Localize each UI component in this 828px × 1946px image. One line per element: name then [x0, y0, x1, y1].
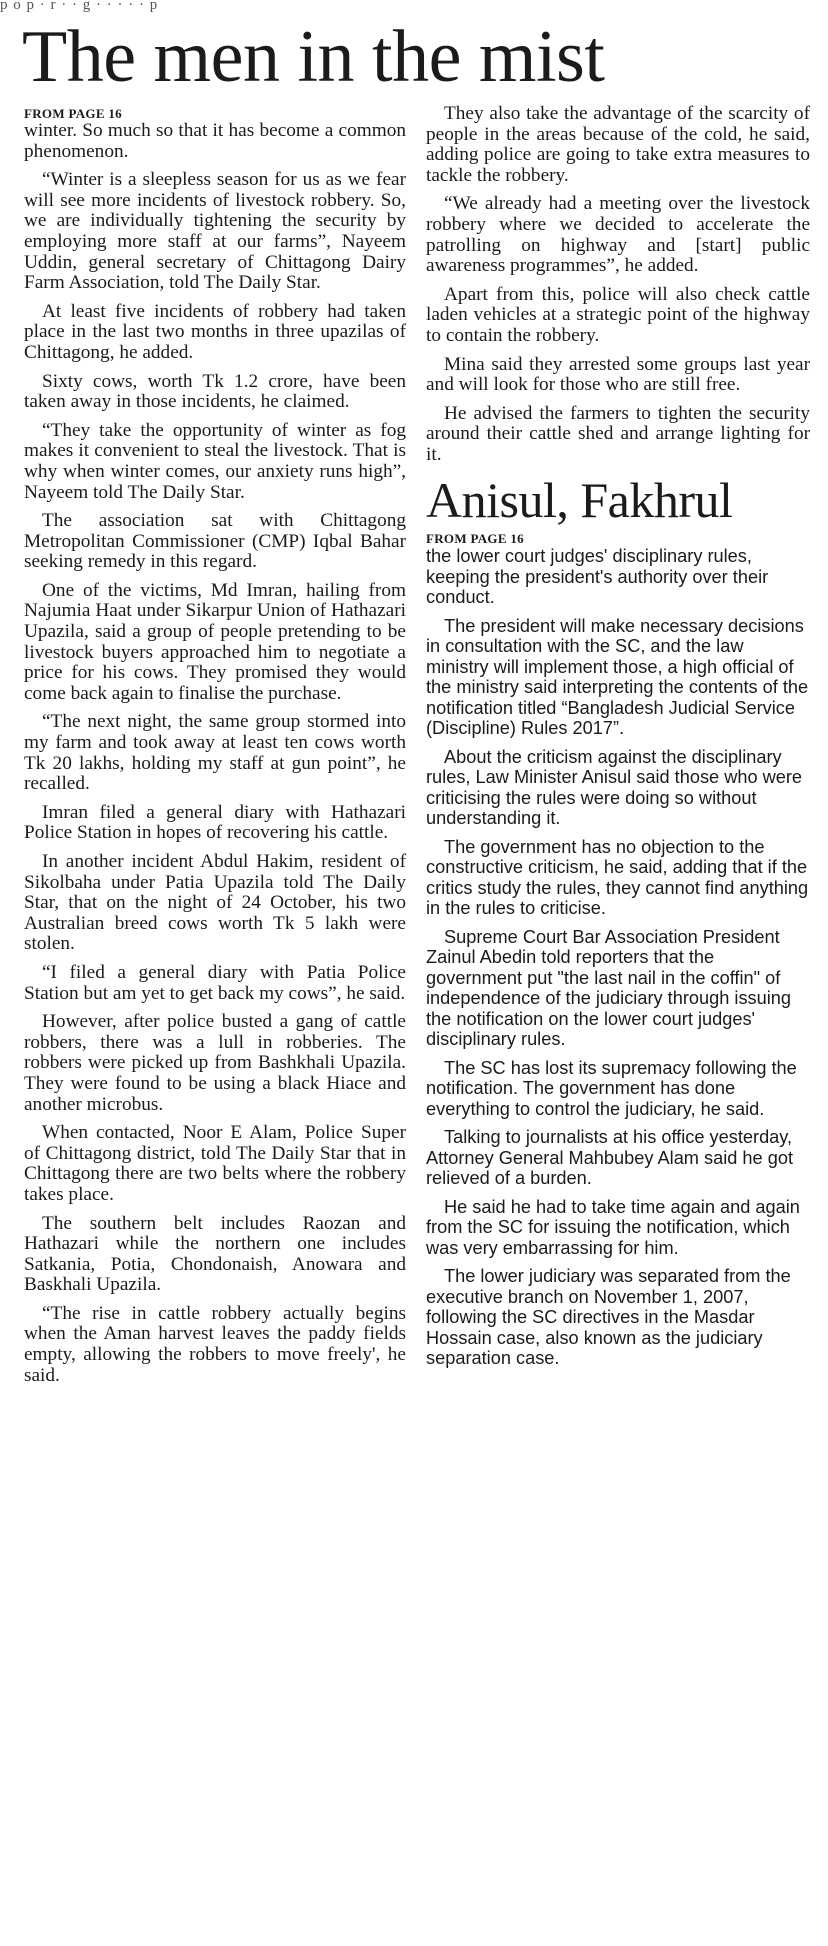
- paragraph: They also take the advantage of the scarcity of people in the areas because of the cold, he said, adding police are going to take extra measures to tackle the robbery.: [426, 103, 810, 186]
- paragraph: When contacted, Noor E Alam, Police Super of Chittagong district, told The Daily Star that in Chittagong there are two belts where the robbery takes place.: [24, 1122, 406, 1205]
- article-headline: The men in the mist: [22, 16, 605, 98]
- paragraph: In another incident Abdul Hakim, resident of Sikolbaha under Patia Upazila told The Daily Star, that on the night of 24 October, his two Australian breed cows worth Tk 5 lakh were stolen.: [24, 851, 406, 955]
- second-continued-from-label: FROM PAGE 16: [426, 531, 524, 546]
- paragraph: The lower judiciary was separated from the executive branch on November 1, 2007, following the SC directives in the Masdar Hossain case, also known as the judiciary separation case.: [426, 1266, 791, 1368]
- paragraph: The association sat with Chittagong Metropolitan Commissioner (CMP) Iqbal Bahar seeking remedy in this regard.: [24, 510, 406, 573]
- paragraph: “We already had a meeting over the livestock robbery where we decided to accelerate the patrolling on highway and [start] public awareness programmes”, he added.: [426, 193, 810, 277]
- paragraph: The president will make necessary decisions in consultation with the SC, and the law ministry will implement those, a high official of the ministry said interpreting the contents of the notification titled “Bangladesh Judicial Service (Discipline) Rules 2017”.: [426, 615, 809, 738]
- second-article-headline: Anisul, Fakhrul: [426, 471, 733, 528]
- paragraph: Imran filed a general diary with Hathazari Police Station in hopes of recovering his cattle.: [24, 801, 406, 844]
- paragraph: “They take the opportunity of winter as fog makes it convenient to steal the livestock. That is why when winter comes, our anxiety runs high”, Nayeem told The Daily Star.: [24, 419, 406, 503]
- paragraph: Mina said they arrested some groups last year and will look for those who are still free.: [426, 353, 810, 396]
- paragraph: However, after police busted a gang of cattle robbers, there was a lull in robberies. The robbers were picked up from Bashkhali Upazila. They were found to be using a black Hiace and another microbus.: [24, 1011, 406, 1115]
- paragraph: At least five incidents of robbery had taken place in the last two months in three upazilas of Chittagong, he added.: [24, 300, 406, 363]
- article-body-left: [24, 121, 406, 1386]
- paragraph: About the criticism against the disciplinary rules, Law Minister Anisul said those who were criticising the rules were doing so without understanding it.: [426, 746, 803, 828]
- second-article-body: [426, 546, 810, 1369]
- cropped-previous-line: p o p · r · · g · · · · · p: [0, 0, 159, 13]
- paragraph: He said he had to take time again and again from the SC for issuing the notification, which was very embarrassing for him.: [426, 1196, 800, 1258]
- paragraph: Sixty cows, worth Tk 1.2 crore, have been taken away in those incidents, he claimed.: [24, 370, 406, 413]
- paragraph: He advised the farmers to tighten the security around their cattle shed and arrange lighting for it.: [426, 402, 810, 465]
- paragraph: One of the victims, Md Imran, hailing from Najumia Haat under Sikarpur Union of Hathazari Upazila, said a group of people pretending to be livestock buyers approached him to negotiate a price for his cows. They promised they would come back again to finalise the purchase.: [24, 579, 406, 704]
- paragraph: Supreme Court Bar Association President Zainul Abedin told reporters that the government put "the last nail in the coffin" of independence of the judiciary through issuing the notification on the lower court judges' disciplinary rules.: [426, 926, 792, 1049]
- paragraph: the lower court judges' disciplinary rules, keeping the president's authority over their conduct.: [426, 546, 769, 607]
- paragraph: Talking to journalists at his office yesterday, Attorney General Mahbubey Alam said he got relieved of a burden.: [426, 1127, 793, 1188]
- paragraph: The SC has lost its supremacy following the notification. The government has done everything to control the judiciary, he said.: [426, 1057, 797, 1119]
- paragraph: “Winter is a sleepless season for us as we fear will see more incidents of livestock robbery. So, we are individually tightening the security by employing more staff at our farms”, Nayeem Uddin, general secretary of Chittagong Dairy Farm Association, told The Daily Star.: [24, 169, 406, 294]
- paragraph: “I filed a general diary with Patia Police Station but am yet to get back my cows”, he said.: [24, 961, 406, 1004]
- paragraph: The government has no objection to the constructive criticism, he said, adding that if the critics study the rules, they cannot find anything in the rules to criticise.: [426, 836, 809, 918]
- paragraph: winter. So much so that it has become a common phenomenon.: [24, 120, 406, 162]
- article-right-column: [426, 104, 810, 1377]
- paragraph: The southern belt includes Raozan and Hathazari while the northern one includes Satkania, Potia, Chondonaish, Anowara and Baskhali Upazila.: [24, 1212, 406, 1296]
- paragraph: “The next night, the same group stormed into my farm and took away at least ten cows worth Tk 20 lakhs, holding my staff at gun point”, he recalled.: [24, 711, 406, 795]
- paragraph: “The rise in cattle robbery actually begins when the Aman harvest leaves the paddy fields empty, allowing the robbers to move freely', he said.: [24, 1302, 406, 1386]
- paragraph: Apart from this, police will also check cattle laden vehicles at a strategic point of the highway to contain the robbery.: [426, 283, 810, 346]
- continued-from-label: FROM PAGE 16: [24, 106, 122, 121]
- article-body-right: [426, 104, 810, 466]
